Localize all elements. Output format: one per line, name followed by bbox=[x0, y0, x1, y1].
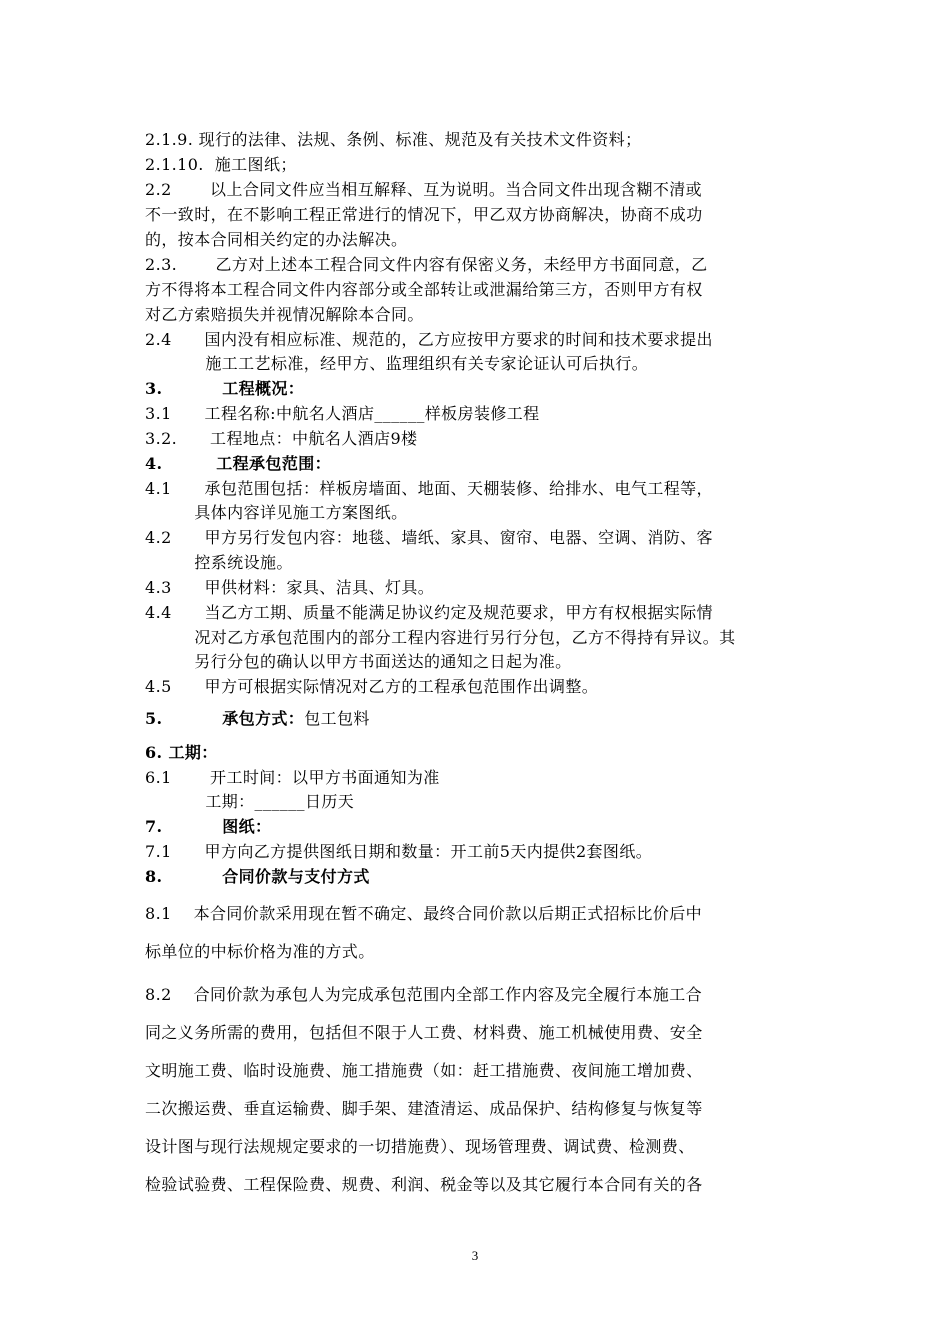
clause-2-4-line-1: 2.4 国内没有相应标准、规范的，乙方应按甲方要求的时间和技术要求提出 bbox=[145, 330, 713, 349]
clause-4-4-line-3: 另行分包的确认以甲方书面送达的通知之日起为准。 bbox=[145, 652, 572, 671]
section-8-heading: 8. 合同价款与支付方式 bbox=[145, 867, 370, 886]
section-6-heading: 6. 工期： bbox=[145, 743, 218, 762]
clause-3-2: 3.2. 工程地点：中航名人酒店9楼 bbox=[145, 429, 418, 448]
clause-2-2-line-2: 不一致时，在不影响工程正常进行的情况下，甲乙双方协商解决，协商不成功 bbox=[145, 205, 703, 224]
clause-6-1-line-1: 6.1 开工时间：以甲方书面通知为准 bbox=[145, 768, 440, 787]
clause-8-2-line-6: 检验试验费、工程保险费、规费、利润、税金等以及其它履行本合同有关的各 bbox=[145, 1175, 703, 1194]
clause-4-1-line-2: 具体内容详见施工方案图纸。 bbox=[145, 503, 408, 522]
clause-4-3: 4.3 甲供材料：家具、洁具、灯具。 bbox=[145, 578, 435, 597]
clause-4-4-line-1: 4.4 当乙方工期、质量不能满足协议约定及规范要求，甲方有权根据实际情 bbox=[145, 603, 713, 622]
clause-8-2-line-1: 8.2 合同价款为承包人为完成承包范围内全部工作内容及完全履行本施工合 bbox=[145, 985, 702, 1004]
clause-3-1: 3.1 工程名称:中航名人酒店______样板房装修工程 bbox=[145, 404, 540, 423]
clause-8-2-line-2: 同之义务所需的费用，包括但不限于人工费、材料费、施工机械使用费、安全 bbox=[145, 1023, 703, 1042]
section-5-heading bbox=[145, 707, 370, 731]
clause-2-4-line-2: 施工工艺标准，经甲方、监理组织有关专家论证认可后执行。 bbox=[145, 354, 649, 373]
clause-4-5: 4.5 甲方可根据实际情况对乙方的工程承包范围作出调整。 bbox=[145, 677, 599, 696]
clause-4-2-line-1: 4.2 甲方另行发包内容：地毯、墙纸、家具、窗帘、电器、空调、消防、客 bbox=[145, 528, 713, 547]
clause-8-2-line-4: 二次搬运费、垂直运输费、脚手架、建渣清运、成品保护、结构修复与恢复等 bbox=[145, 1099, 703, 1118]
section-5-value: 包工包料 bbox=[304, 709, 370, 728]
clause-7-1: 7.1 甲方向乙方提供图纸日期和数量：开工前5天内提供2套图纸。 bbox=[145, 842, 653, 861]
clause-2-3-line-2: 方不得将本工程合同文件内容部分或全部转让或泄漏给第三方，否则甲方有权 bbox=[145, 280, 703, 299]
clause-2-2-line-1: 2.2 以上合同文件应当相互解释、互为说明。当合同文件出现含糊不清或 bbox=[145, 180, 703, 199]
clause-8-1-line-2: 标单位的中标价格为准的方式。 bbox=[145, 942, 375, 961]
clause-8-2-line-3: 文明施工费、临时设施费、施工措施费（如：赶工措施费、夜间施工增加费、 bbox=[145, 1061, 703, 1080]
clause-2-3-line-1: 2.3. 乙方对上述本工程合同文件内容有保密义务，未经甲方书面同意，乙 bbox=[145, 255, 708, 274]
section-3-heading: 3. 工程概况： bbox=[145, 379, 305, 398]
clause-2-2-line-3: 的，按本合同相关约定的办法解决。 bbox=[145, 230, 408, 249]
section-7-heading: 7. 图纸： bbox=[145, 817, 272, 836]
clause-2-1-9: 2.1.9. 现行的法律、法规、条例、标准、规范及有关技术文件资料； bbox=[145, 130, 642, 149]
clause-4-2-line-2: 控系统设施。 bbox=[145, 553, 293, 572]
clause-4-4-line-2: 况对乙方承包范围内的部分工程内容进行另行分包，乙方不得持有异议。其 bbox=[145, 628, 736, 647]
clause-2-1-10: 2.1.10. 施工图纸； bbox=[145, 155, 297, 174]
clause-8-1-line-1: 8.1 本合同价款采用现在暂不确定、最终合同价款以后期正式招标比价后中 bbox=[145, 904, 702, 923]
section-5-label: 5. 承包方式： bbox=[145, 709, 305, 728]
clause-8-2-line-5: 设计图与现行法规规定要求的一切措施费）、现场管理费、调试费、检测费、 bbox=[145, 1137, 695, 1156]
clause-2-3-line-3: 对乙方索赔损失并视情况解除本合同。 bbox=[145, 305, 424, 324]
page-number: 3 bbox=[471, 1248, 479, 1263]
clause-4-1-line-1: 4.1 承包范围包括：样板房墙面、地面、天棚装修、给排水、电气工程等， bbox=[145, 479, 713, 498]
section-4-heading: 4. 工程承包范围： bbox=[145, 454, 332, 473]
clause-6-1-line-2: 工期：______日历天 bbox=[145, 792, 355, 811]
